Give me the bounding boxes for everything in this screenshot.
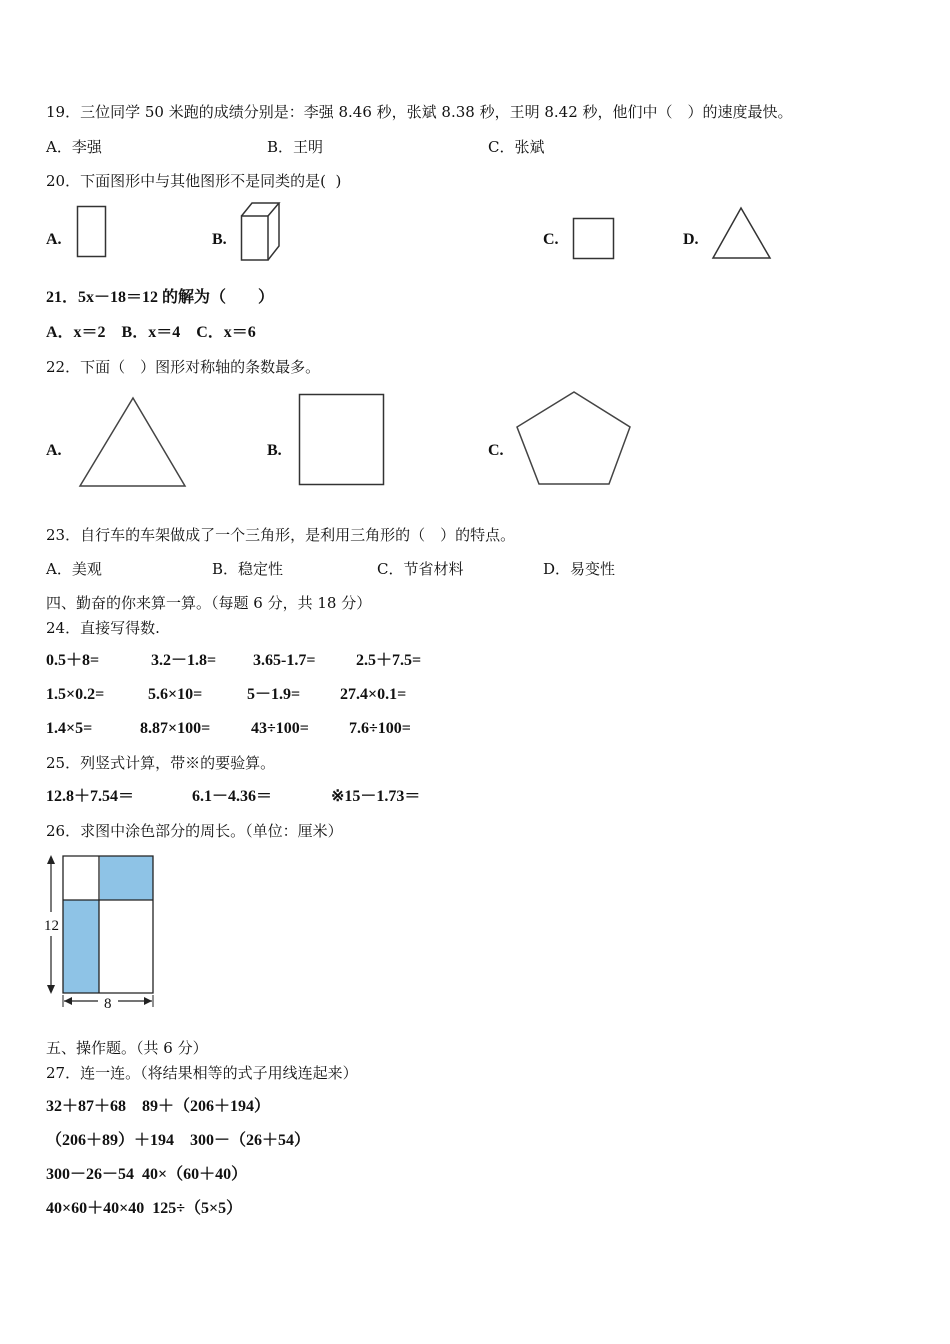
q27-row: 40×60＋40×40 125÷（5×5） <box>46 1200 243 1217</box>
q27-stem: 27．连一连。（将结果相等的式子用线连起来） <box>46 1064 358 1082</box>
rectangle-icon <box>76 205 108 259</box>
q24-item: 5.6×10= <box>148 686 203 703</box>
q22-option-a-label[interactable]: A. <box>46 442 62 459</box>
section-4-title: 四、勤奋的你来算一算。（每题 6 分，共 18 分） <box>46 594 372 612</box>
q25-stem: 25．列竖式计算，带※的要验算。 <box>46 754 276 772</box>
q24-item: 3.2－1.8= <box>151 652 217 669</box>
q24-item: 43÷100= <box>251 720 309 737</box>
width-label: 8 <box>104 996 112 1012</box>
q23-stem: 23．自行车的车架做成了一个三角形，是利用三角形的（ ）的特点。 <box>46 526 516 544</box>
q24-item: 3.65-1.7= <box>253 652 316 669</box>
q24-item: 0.5＋8= <box>46 652 100 669</box>
q24-item: 7.6÷100= <box>349 720 411 737</box>
q25-item: 6.1－4.36＝ <box>192 788 273 805</box>
section-5-title: 五、操作题。（共 6 分） <box>46 1039 208 1057</box>
q24-item: 5－1.9= <box>247 686 301 703</box>
q22-option-c-label[interactable]: C. <box>488 442 504 459</box>
q24-item: 27.4×0.1= <box>340 686 407 703</box>
q27-row: 32＋87＋68 89＋（206＋194） <box>46 1098 271 1115</box>
q23-option-a[interactable]: A．美观 <box>46 560 102 578</box>
height-label: 12 <box>44 918 59 934</box>
q19-option-c[interactable]: C．张斌 <box>488 138 545 156</box>
q23-option-c[interactable]: C．节省材料 <box>377 560 464 578</box>
q19-option-b[interactable]: B．王明 <box>267 138 324 156</box>
q20-option-a-label[interactable]: A. <box>46 231 62 248</box>
q23-option-d[interactable]: D．易变性 <box>543 560 616 578</box>
rectangle-icon <box>298 393 386 488</box>
q24-item: 2.5＋7.5= <box>356 652 422 669</box>
q19-option-a[interactable]: A．李强 <box>46 138 102 156</box>
q27-row: 300－26－54 40×（60＋40） <box>46 1166 248 1183</box>
q25-item: ※15－1.73＝ <box>331 788 421 805</box>
q24-stem: 24．直接写得数. <box>46 619 160 637</box>
q20-option-c-label[interactable]: C. <box>543 231 559 248</box>
q26-stem: 26．求图中涂色部分的周长。（单位：厘米） <box>46 822 343 840</box>
equilateral-triangle-icon <box>78 396 188 490</box>
triangle-icon <box>711 206 773 261</box>
q22-option-b-label[interactable]: B. <box>267 442 282 459</box>
q22-stem: 22．下面（ ）图形对称轴的条数最多。 <box>46 358 321 376</box>
q24-item: 8.87×100= <box>140 720 211 737</box>
q24-item: 1.4×5= <box>46 720 93 737</box>
q27-row: （206＋89）＋194 300－（26＋54） <box>46 1132 311 1149</box>
cuboid-icon <box>240 201 282 263</box>
q25-item: 12.8＋7.54＝ <box>46 788 135 805</box>
pentagon-icon <box>515 390 633 488</box>
q20-option-d-label[interactable]: D. <box>683 231 699 248</box>
q23-option-b[interactable]: B．稳定性 <box>212 560 284 578</box>
square-icon <box>572 217 616 261</box>
q20-option-b-label[interactable]: B. <box>212 231 227 248</box>
q21-options[interactable]: A．x＝2 B．x＝4 C．x＝6 <box>46 324 256 341</box>
q19-stem: 19．三位同学 50 米跑的成绩分别是：李强 8.46 秒，张斌 8.38 秒，王明 8.42 秒，他们中（ ）的速度最快。 <box>46 103 793 121</box>
q20-stem: 20．下面图形中与其他图形不是同类的是( ) <box>46 172 342 190</box>
q21-stem: 21．5x－18＝12 的解为（ ） <box>46 289 275 306</box>
q24-item: 1.5×0.2= <box>46 686 105 703</box>
